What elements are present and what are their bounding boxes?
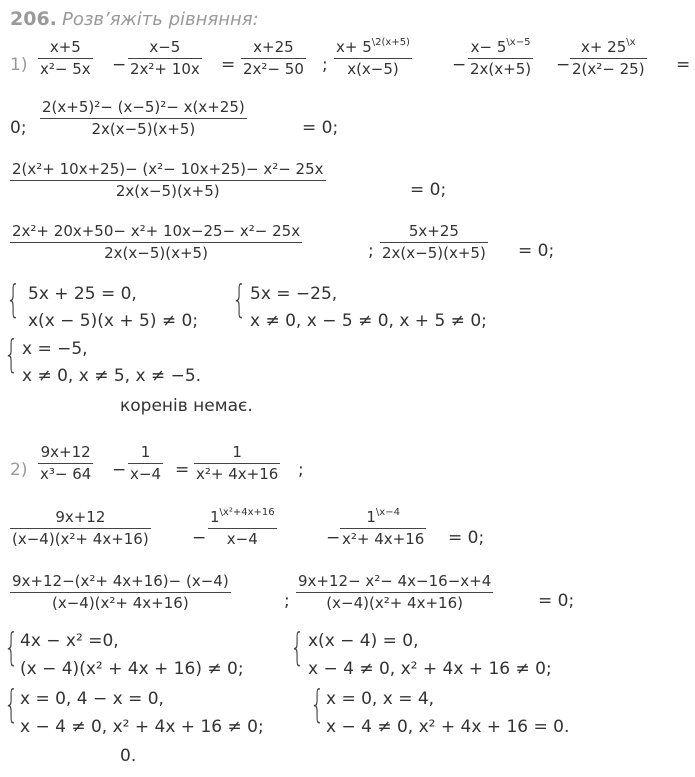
operator: =: [676, 55, 691, 75]
system-row: x = −5,: [22, 339, 88, 359]
system-row: x ≠ 0, x − 5 ≠ 0, x + 5 ≠ 0;: [250, 311, 487, 331]
separator: ;: [368, 241, 374, 261]
fraction: $x+ 5^{\backslash 2(x+5)}$ x(x−5): [336, 37, 410, 78]
operator: −: [556, 55, 571, 75]
expression-text: = 0;: [448, 528, 485, 548]
system-brace: {: [4, 682, 19, 726]
operator: −: [112, 55, 127, 75]
fraction: $x- 5^{\backslash x-5}$ 2x(x+5): [470, 37, 532, 78]
system-row: 4x − x² =0,: [20, 631, 119, 651]
system-row: x(x − 4) = 0,: [308, 631, 419, 651]
system-row: x − 4 ≠ 0, x² + 4x + 16 ≠ 0;: [308, 659, 552, 679]
operator: −: [452, 55, 467, 75]
fraction: x+25 2x²− 50: [243, 38, 304, 78]
answer: коренів немає.: [120, 396, 253, 416]
system-brace: {: [310, 682, 325, 726]
part2-label: 2): [10, 460, 28, 480]
system-row: x(x − 5)(x + 5) ≠ 0;: [28, 311, 199, 331]
fraction: 9x+12−(x²+ 4x+16)− (x−4) (x−4)(x²+ 4x+16): [12, 572, 229, 612]
operator: =: [221, 55, 236, 75]
system-row: (x − 4)(x² + 4x + 16) ≠ 0;: [20, 659, 244, 679]
separator: ;: [298, 460, 304, 480]
system-brace: {: [232, 277, 247, 321]
fraction: $1^{\backslash x^2+4x+16}$ x−4: [210, 507, 275, 548]
system-row: x − 4 ≠ 0, x² + 4x + 16 ≠ 0;: [20, 717, 264, 737]
system-brace: {: [4, 332, 19, 376]
fraction: 1 x−4: [130, 443, 161, 483]
fraction: 1 x²+ 4x+16: [196, 443, 279, 483]
system-row: x = 0, x = 4,: [326, 689, 435, 709]
operator: =: [175, 460, 190, 480]
system-row: x ≠ 0, x ≠ 5, x ≠ −5.: [22, 366, 202, 386]
fraction: 2(x²+ 10x+25)− (x²− 10x+25)− x²− 25x 2x(x−5)(x+5): [12, 160, 324, 200]
system-row: x = 0, 4 − x = 0,: [20, 689, 164, 709]
answer: 0.: [120, 746, 137, 766]
system-brace: {: [290, 625, 305, 669]
fraction: 9x+12− x²− 4x−16−x+4 (x−4)(x²+ 4x+16): [298, 572, 492, 612]
exercise-header: [10, 8, 259, 30]
expression-text: = 0;: [410, 180, 447, 200]
system-row: 5x + 25 = 0,: [28, 284, 137, 304]
fraction: x−5 2x²+ 10x: [130, 38, 200, 78]
part1-label: 1): [10, 55, 28, 75]
system-row: 5x = −25,: [250, 284, 338, 304]
system-brace: {: [6, 277, 21, 321]
separator: ;: [284, 591, 290, 611]
operator: −: [112, 460, 127, 480]
expression-text: 0;: [10, 118, 27, 138]
fraction: 9x+12 x³− 64: [40, 443, 92, 483]
system-brace: {: [4, 625, 19, 669]
fraction: 2x²+ 20x+50− x²+ 10x−25− x²− 25x 2x(x−5)(x+5): [12, 222, 301, 262]
operator: −: [326, 528, 341, 548]
fraction: 5x+25 2x(x−5)(x+5): [382, 222, 486, 262]
exercise-number: 206.: [10, 8, 57, 30]
separator: ;: [322, 55, 328, 75]
fraction: $1^{\backslash x-4}$ x²+ 4x+16: [342, 507, 425, 548]
expression-text: = 0;: [518, 241, 555, 261]
expression-text: = 0;: [302, 118, 339, 138]
expression-text: = 0;: [538, 591, 575, 611]
operator: −: [192, 528, 207, 548]
fraction: 2(x+5)²− (x−5)²− x(x+25) 2x(x−5)(x+5): [42, 98, 245, 138]
fraction: $x+ 25^{\backslash x}$ 2(x²− 25): [572, 37, 645, 78]
exercise-title: Розв’яжіть рівняння:: [61, 9, 259, 30]
system-row: x − 4 ≠ 0, x² + 4x + 16 = 0.: [326, 717, 570, 737]
fraction: x+5 x²− 5x: [40, 38, 91, 78]
fraction: 9x+12 (x−4)(x²+ 4x+16): [12, 508, 149, 548]
